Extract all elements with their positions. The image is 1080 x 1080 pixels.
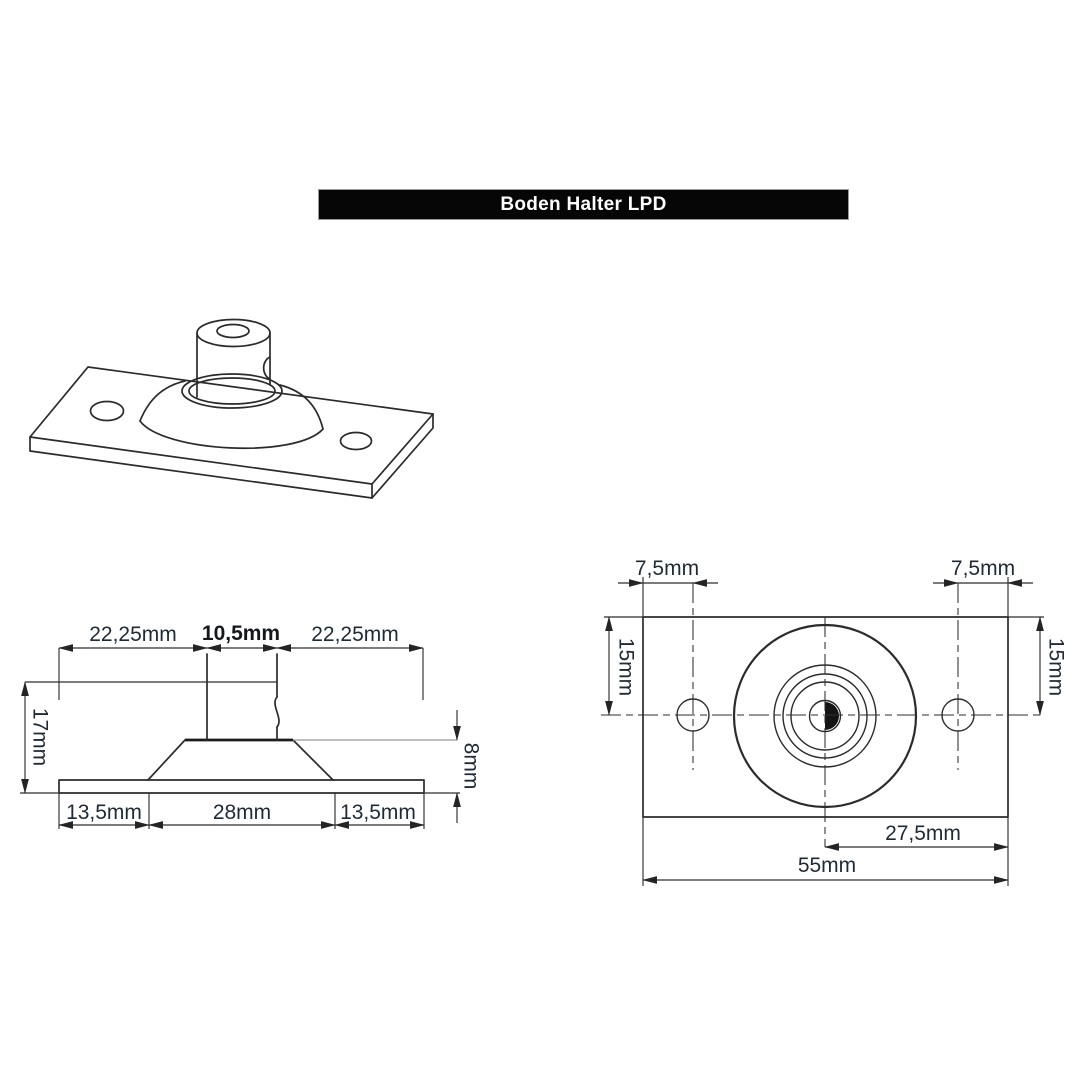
dim-label: 27,5mm xyxy=(885,822,961,845)
iso-hole-right xyxy=(341,433,372,450)
iso-stem-bore xyxy=(217,325,249,338)
break-line xyxy=(275,697,279,727)
dim-label: 7,5mm xyxy=(634,557,700,580)
dim-label: 15mm xyxy=(614,637,638,697)
dim-label: 22,25mm xyxy=(89,623,177,646)
dim-label: 17mm xyxy=(28,707,52,767)
isometric-view xyxy=(30,320,433,499)
dim-label: 15mm xyxy=(1044,637,1068,697)
dim-label: 13,5mm xyxy=(66,801,142,824)
dim-label: 22,25mm xyxy=(311,623,399,646)
drawing-title: Boden Halter LPD xyxy=(500,193,667,215)
iso-side-hole xyxy=(264,357,270,379)
dim-label: 7,5mm xyxy=(950,557,1016,580)
iso-hole-left xyxy=(91,402,124,421)
dim-label: 28mm xyxy=(212,801,272,824)
dim-label: 10,5mm xyxy=(201,622,281,645)
dim-label: 13,5mm xyxy=(340,801,416,824)
front-plate xyxy=(59,780,424,793)
front-view xyxy=(20,622,483,829)
top-view xyxy=(601,557,1068,886)
dim-label: 55mm xyxy=(797,854,857,877)
dim-label: 8mm xyxy=(459,742,483,790)
